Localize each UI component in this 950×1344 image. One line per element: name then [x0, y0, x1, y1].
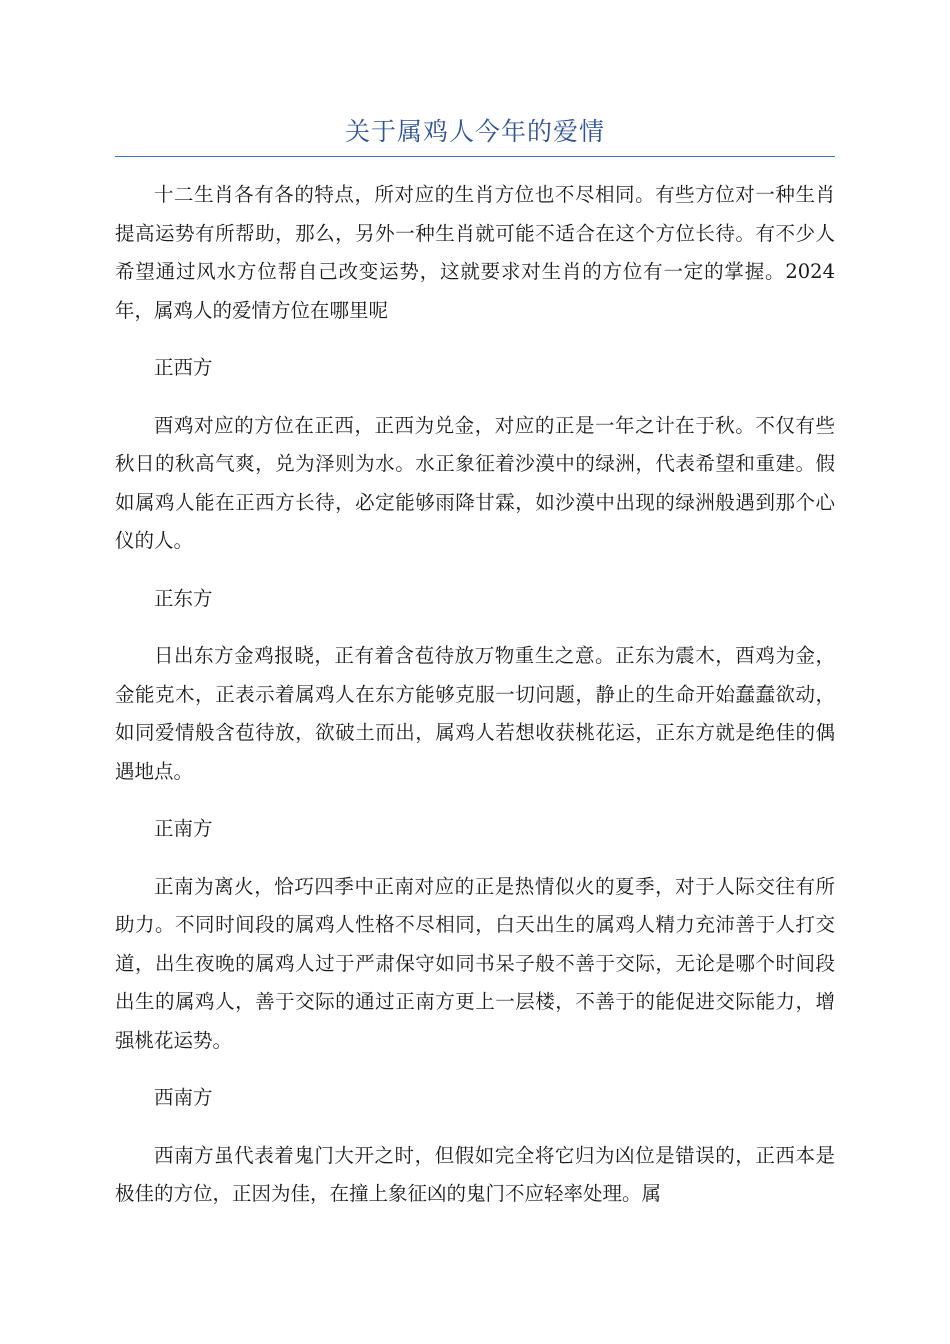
document-title: 关于属鸡人今年的爱情	[344, 117, 605, 146]
intro-paragraph: 十二生肖各有各的特点，所对应的生肖方位也不尽相同。有些方位对一种生肖提高运势有所帮助，那么，另外一种生肖就可能不适合在这个方位长待。有不少人希望通过风水方位帮自己改变运势，这就要求对生肖的方位有一定的掌握。2024年，属鸡人的爱情方位在哪里呢	[115, 183, 835, 322]
section-heading-west: 正西方	[154, 356, 213, 379]
title-block	[115, 112, 835, 157]
east-paragraph: 日出东方金鸡报晓，正有着含苞待放万物重生之意。正东为震木，酉鸡为金，金能克木，正表示着属鸡人在东方能够克服一切问题，静止的生命开始蠢蠢欲动，如同爱情般含苞待放，欲破土而出，属鸡人若想收获桃花运，正东方就是绝佳的偶遇地点。	[115, 644, 835, 783]
section-heading-east: 正东方	[154, 586, 213, 610]
west-paragraph: 酉鸡对应的方位在正西，正西为兑金，对应的正是一年之计在于秋。不仅有些秋日的秋高气爽，兑为泽则为水。水正象征着沙漠中的绿洲，代表希望和重建。假如属鸡人能在正西方长待，必定能够雨降甘霖，如沙漠中出现的绿洲般遇到那个心仪的人。	[115, 413, 835, 552]
southwest-paragraph: 西南方虽代表着鬼门大开之时，但假如完全将它归为凶位是错误的，正西本是极佳的方位，正因为佳，在撞上象征凶的鬼门不应轻率处理。属	[115, 1143, 835, 1205]
south-paragraph: 正南为离火，恰巧四季中正南对应的正是热情似火的夏季，对于人际交往有所助力。不同时间段的属鸡人性格不尽相同，白天出生的属鸡人精力充沛善于人打交道，出生夜晚的属鸡人过于严肃保守如同书呆子般不善于交际，无论是哪个时间段出生的属鸡人，善于交际的通过正南方更上一层楼，不善于的能促进交际能力，增强桃花运势。	[115, 874, 835, 1052]
document-body	[115, 176, 835, 1233]
section-heading-south: 正南方	[154, 817, 213, 840]
section-heading-southwest: 西南方	[154, 1086, 213, 1109]
